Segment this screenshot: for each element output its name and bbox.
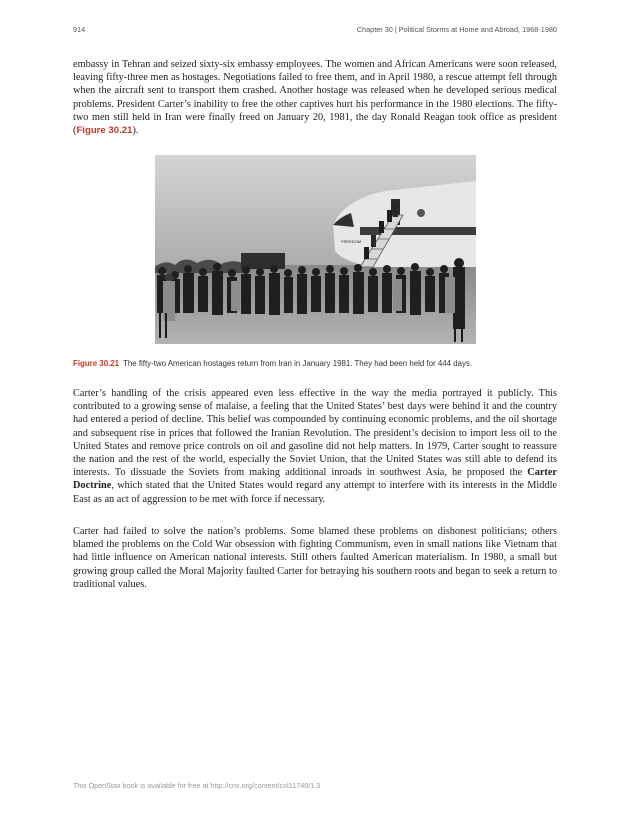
hostages-photo [155, 155, 476, 344]
paragraph-3 [73, 525, 557, 591]
paragraph-2-text-before: Carter’s handling of the crisis appeared even less effective in the way the media portrayed it publicly. This contributed to a growing sense of malaise, a feeling that the United States’ best days were behind it and the country had entered a period of decline. This belief was compounded by continuing economic problems, and the oil shortage and subsequent rise in prices that followed the Iranian Revolution. The president’s decision to import less oil to the United States and remove price controls on oil and gasoline did not help matters. In 1979, Carter sought to reassure the nation and the rest of the world, especially the Soviet Union, that the United States was still able to defend its interests. To dissuade the Soviets from making additional inroads in southwest Asia, he proposed the [73, 388, 557, 479]
caption-text: The fifty-two American hostages return from Iran in January 1981. They had been held for 444 days. [123, 359, 473, 368]
hostages-photo-illustration [155, 155, 476, 344]
footer-notice: This OpenStax book is available for free at http://cnx.org/content/col11740/1.3 [73, 781, 321, 790]
paragraph-3-text: Carter had failed to solve the nation’s problems. Some blamed these problems on dishonest politicians; others blamed the problems on the Cold War obsession with fighting Communism, even in small nations like Vietnam that had little influence on American national interests. Still others faulted American materialism. In 1980, a small but growing group called the Moral Majority faulted Carter for betraying his southern roots and began to seek a return to traditional values. [73, 526, 557, 590]
figure-label: Figure 30.21 [73, 359, 120, 368]
paragraph-2 [73, 387, 557, 506]
paragraph-1-text: embassy in Tehran and seized sixty-six embassy employees. The women and African Americans were soon released, leaving fifty-three men as hostages. Negotiations failed to free them, and in April 1980, a rescue attempt fell through when the aircraft sent to transport them crashed. Another hostage was released when he developed serious medical problems. President Carter’s inability to free the other captives hurt his performance in the 1980 elections. The fifty-two men still held in Iran were finally freed on January 20, 1981, the day Ronald Reagan took office as president ( [73, 59, 557, 137]
key-term-carter-doctrine: Carter Doctrine [73, 467, 557, 492]
paragraph-2-text-after: , which stated that the United States would regard any attempt to interfere with its interests in the Middle East as an act of aggression to be met with force if necessary. [73, 480, 557, 505]
paragraph-1-end: ). [132, 125, 139, 137]
chapter-title: Chapter 30 | Political Storms at Home and Abroad, 1968-1980 [356, 25, 557, 34]
page-number: 914 [73, 25, 86, 34]
figure-caption [73, 359, 563, 368]
paragraph-1 [73, 58, 557, 137]
running-head [73, 25, 557, 37]
figure-link[interactable]: Figure 30.21 [76, 125, 133, 137]
aircraft-lettering: FREEDOM [341, 239, 361, 244]
